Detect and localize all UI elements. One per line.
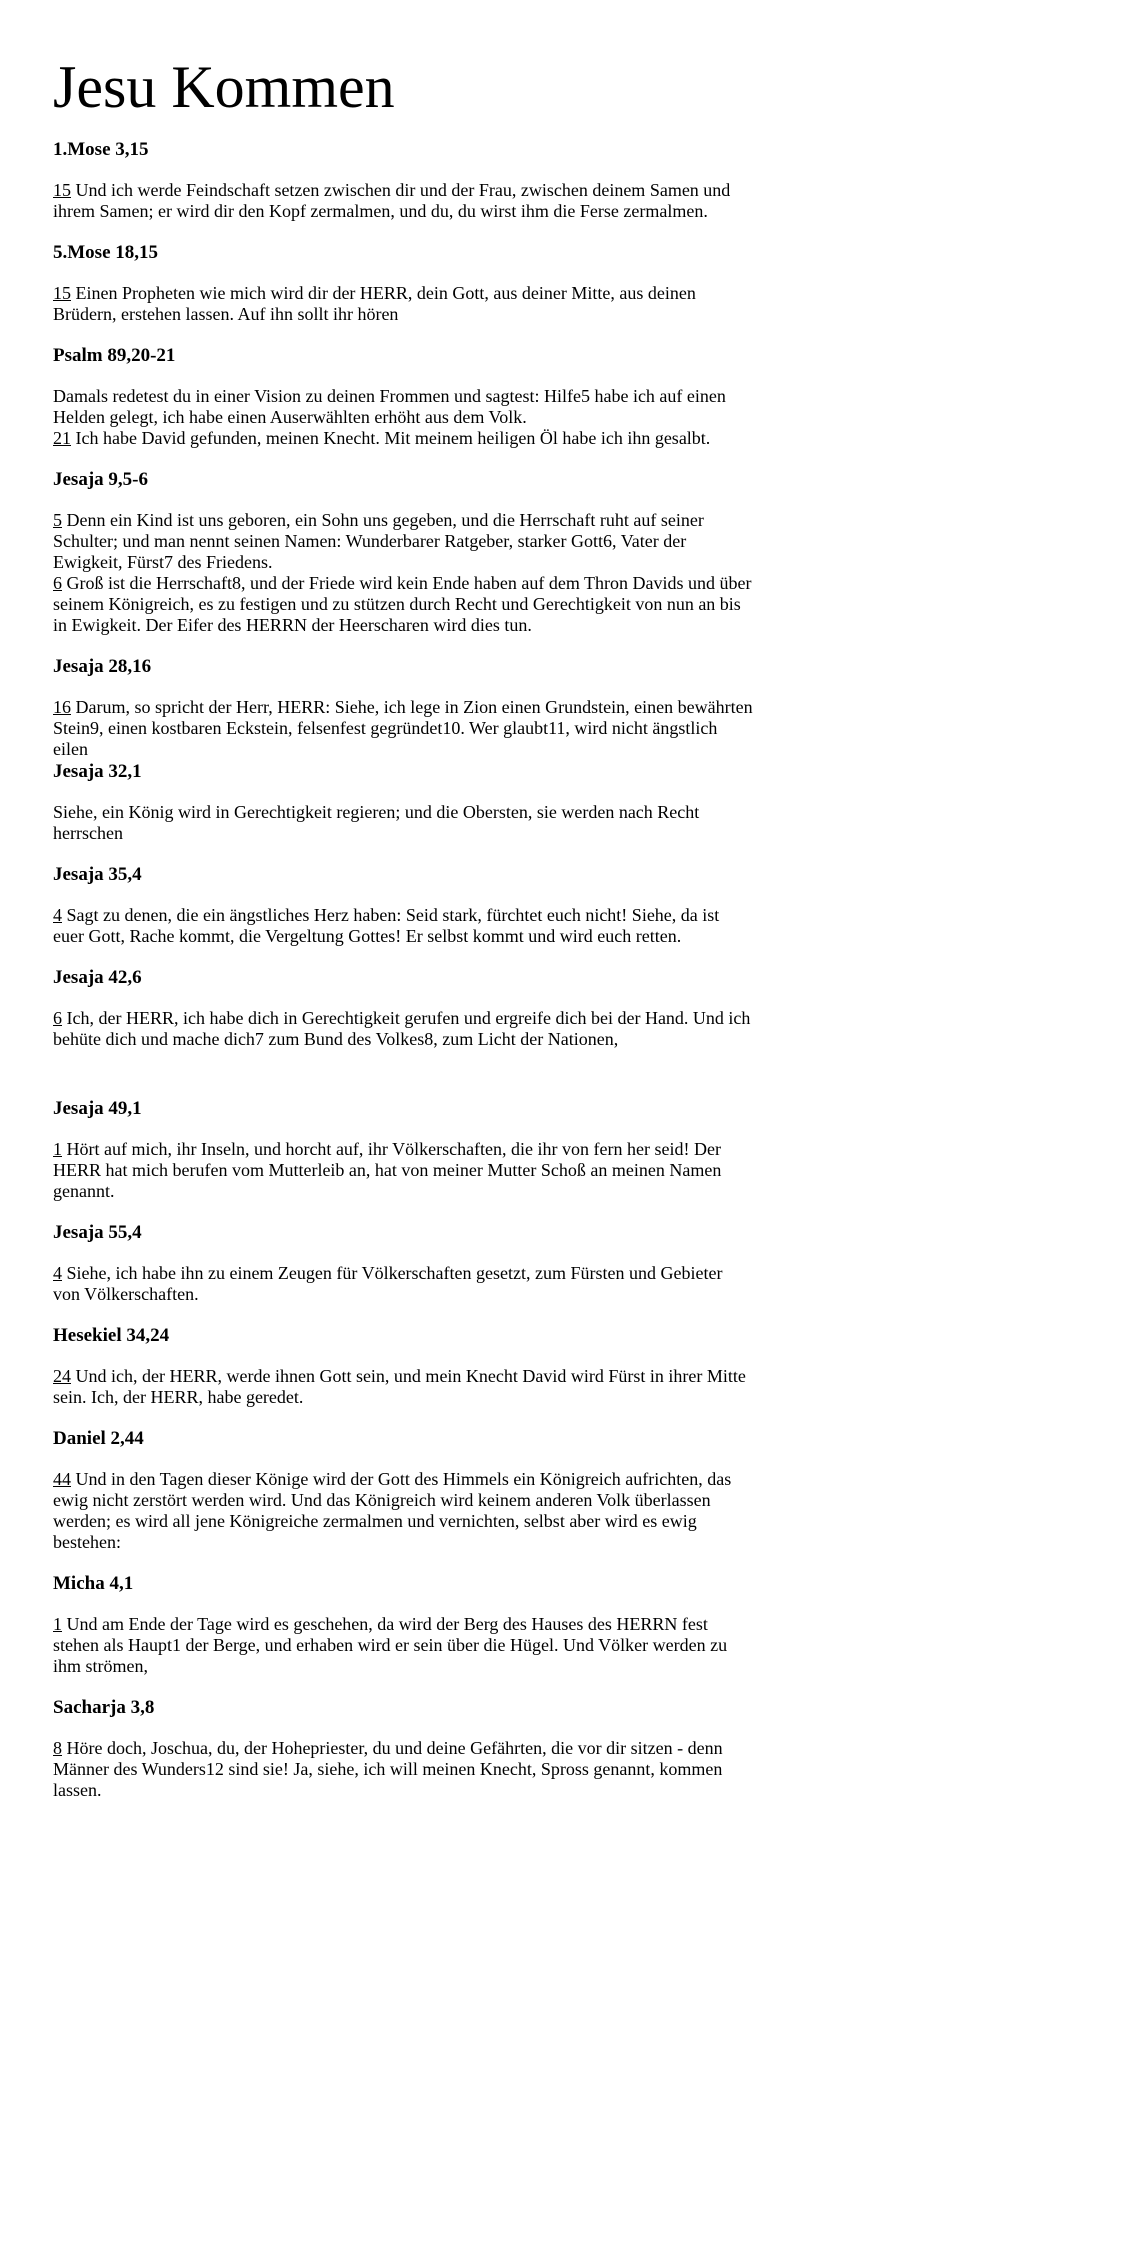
verse-number: 8 bbox=[53, 1738, 62, 1758]
passage-spacer bbox=[53, 1677, 753, 1696]
verse-text: Ich, der HERR, ich habe dich in Gerechtigkeit gerufen und ergreife dich bei der Hand. Und ich behüte dich und mache dich7 zum Bund des Volkes8, zum Licht der Nationen, bbox=[53, 1008, 751, 1049]
verse bbox=[53, 428, 753, 449]
verse bbox=[53, 1614, 753, 1677]
verse-number: 16 bbox=[53, 697, 71, 717]
passage-spacer bbox=[53, 325, 753, 344]
verse bbox=[53, 905, 753, 947]
verse-text: Höre doch, Joschua, du, der Hohepriester, du und deine Gefährten, die vor dir sitzen - denn Männer des Wunders12 sind sie! Ja, siehe, ich will meinen Knecht, Spross genannt, kommen lassen. bbox=[53, 1738, 723, 1800]
passage-list bbox=[53, 138, 753, 1820]
passage bbox=[53, 1221, 753, 1324]
passage bbox=[53, 760, 753, 863]
passage-reference: Jesaja 35,4 bbox=[53, 864, 142, 885]
passage bbox=[53, 468, 753, 655]
passage bbox=[53, 344, 753, 468]
passage bbox=[53, 138, 753, 241]
verse-text: Und ich werde Feindschaft setzen zwischen dir und der Frau, zwischen deinem Samen und ihrem Samen; er wird dir den Kopf zermalmen, und du, du wirst ihm die Ferse zermalmen. bbox=[53, 180, 731, 221]
verse-text: Ich habe David gefunden, meinen Knecht. Mit meinem heiligen Öl habe ich ihn gesalbt. bbox=[71, 428, 711, 448]
passage bbox=[53, 241, 753, 344]
passage-spacer bbox=[53, 1050, 753, 1097]
passage-spacer bbox=[53, 1553, 753, 1572]
verse-number: 4 bbox=[53, 905, 62, 925]
verse-number: 15 bbox=[53, 180, 71, 200]
passage-spacer bbox=[53, 1801, 753, 1820]
verse-text: Damals redetest du in einer Vision zu deinen Frommen und sagtest: Hilfe5 habe ich auf einen Helden gelegt, ich habe einen Auserwählten erhöht aus dem Volk. bbox=[53, 386, 726, 427]
verse-text: Einen Propheten wie mich wird dir der HERR, dein Gott, aus deiner Mitte, aus deinen Brüdern, erstehen lassen. Auf ihn sollt ihr hören bbox=[53, 283, 696, 324]
verse-number: 21 bbox=[53, 428, 71, 448]
verse-text: Darum, so spricht der Herr, HERR: Siehe, ich lege in Zion einen Grundstein, einen bewährten Stein9, einen kostbaren Eckstein, felsenfest gegründet10. Wer glaubt11, wird nicht ängstlich eilen bbox=[53, 697, 753, 759]
passage-reference: Daniel 2,44 bbox=[53, 1428, 144, 1449]
passage bbox=[53, 1324, 753, 1427]
verse-text: Und in den Tagen dieser Könige wird der Gott des Himmels ein Königreich aufrichten, das ewig nicht zerstört werden wird. Und das Königreich wird keinem anderen Volk überlassen werden; es wird all jene Königreiche zermalmen und vernichten, selbst aber wird es ewig bestehen: bbox=[53, 1469, 732, 1552]
verse-text: Und ich, der HERR, werde ihnen Gott sein, und mein Knecht David wird Fürst in ihrer Mitte sein. Ich, der HERR, habe geredet. bbox=[53, 1366, 746, 1407]
passage-reference: Psalm 89,20-21 bbox=[53, 345, 176, 366]
passage-reference: Jesaja 55,4 bbox=[53, 1222, 142, 1243]
verse bbox=[53, 1738, 753, 1801]
passage-reference: 1.Mose 3,15 bbox=[53, 139, 149, 160]
verse bbox=[53, 1139, 753, 1202]
passage bbox=[53, 1572, 753, 1696]
verse-number: 15 bbox=[53, 283, 71, 303]
verse-text: Und am Ende der Tage wird es geschehen, da wird der Berg des Hauses des HERRN fest stehen als Haupt1 der Berge, und erhaben wird er sein über die Hügel. Und Völker werden zu ihm strömen, bbox=[53, 1614, 728, 1676]
verse-text: Sagt zu denen, die ein ängstliches Herz haben: Seid stark, fürchtet euch nicht! Siehe, da ist euer Gott, Rache kommt, die Vergeltung Gottes! Er selbst kommt und wird euch retten. bbox=[53, 905, 720, 946]
verse-number: 1 bbox=[53, 1139, 62, 1159]
verse-text: Hört auf mich, ihr Inseln, und horcht auf, ihr Völkerschaften, die ihr von fern her seid! Der HERR hat mich berufen vom Mutterleib an, hat von meiner Mutter Schoß an meinen Namen genannt. bbox=[53, 1139, 722, 1201]
passage-reference: Jesaja 28,16 bbox=[53, 656, 152, 677]
passage-reference: Jesaja 9,5-6 bbox=[53, 469, 148, 490]
verse-number: 24 bbox=[53, 1366, 71, 1386]
passage-spacer bbox=[53, 947, 753, 966]
verse-number: 6 bbox=[53, 1008, 62, 1028]
verse bbox=[53, 283, 753, 325]
verse-text: Siehe, ein König wird in Gerechtigkeit regieren; und die Obersten, sie werden nach Recht herrschen bbox=[53, 802, 700, 843]
verse-number: 4 bbox=[53, 1263, 62, 1283]
passage-reference: 5.Mose 18,15 bbox=[53, 242, 159, 263]
verse-number: 5 bbox=[53, 510, 62, 530]
verse-number: 44 bbox=[53, 1469, 71, 1489]
verse bbox=[53, 386, 753, 428]
passage-reference: Jesaja 42,6 bbox=[53, 967, 142, 988]
verse bbox=[53, 1263, 753, 1305]
verse bbox=[53, 510, 753, 573]
passage bbox=[53, 1427, 753, 1572]
verse-number: 1 bbox=[53, 1614, 62, 1634]
verse bbox=[53, 1366, 753, 1408]
verse bbox=[53, 1008, 753, 1050]
verse bbox=[53, 697, 753, 760]
passage-spacer bbox=[53, 844, 753, 863]
verse-text: Groß ist die Herrschaft8, und der Friede wird kein Ende haben auf dem Thron Davids und über seinem Königreich, es zu festigen und zu stützen durch Recht und Gerechtigkeit von nun an bis in Ewigkeit. Der Eifer des HERRN der Heerscharen wird dies tun. bbox=[53, 573, 752, 635]
verse bbox=[53, 802, 753, 844]
passage-spacer bbox=[53, 636, 753, 655]
passage-spacer bbox=[53, 222, 753, 241]
passage-reference: Micha 4,1 bbox=[53, 1573, 134, 1594]
verse bbox=[53, 180, 753, 222]
passage bbox=[53, 966, 753, 1097]
passage bbox=[53, 655, 753, 760]
passage-spacer bbox=[53, 449, 753, 468]
verse-text: Denn ein Kind ist uns geboren, ein Sohn uns gegeben, und die Herrschaft ruht auf seiner Schulter; und man nennt seinen Namen: Wunderbarer Ratgeber, starker Gott6, Vater der Ewigkeit, Fürst7 des Friedens. bbox=[53, 510, 704, 572]
passage-reference: Jesaja 49,1 bbox=[53, 1098, 142, 1119]
verse bbox=[53, 1469, 753, 1553]
verse-number: 6 bbox=[53, 573, 62, 593]
passage bbox=[53, 863, 753, 966]
page-title: Jesu Kommen bbox=[53, 54, 395, 120]
passage-reference: Jesaja 32,1 bbox=[53, 761, 142, 782]
passage-spacer bbox=[53, 1305, 753, 1324]
passage bbox=[53, 1097, 753, 1221]
passage-reference: Hesekiel 34,24 bbox=[53, 1325, 170, 1346]
passage-spacer bbox=[53, 1202, 753, 1221]
passage bbox=[53, 1696, 753, 1820]
passage-reference: Sacharja 3,8 bbox=[53, 1697, 155, 1718]
verse bbox=[53, 573, 753, 636]
passage-spacer bbox=[53, 1408, 753, 1427]
verse-text: Siehe, ich habe ihn zu einem Zeugen für Völkerschaften gesetzt, zum Fürsten und Gebieter von Völkerschaften. bbox=[53, 1263, 723, 1304]
